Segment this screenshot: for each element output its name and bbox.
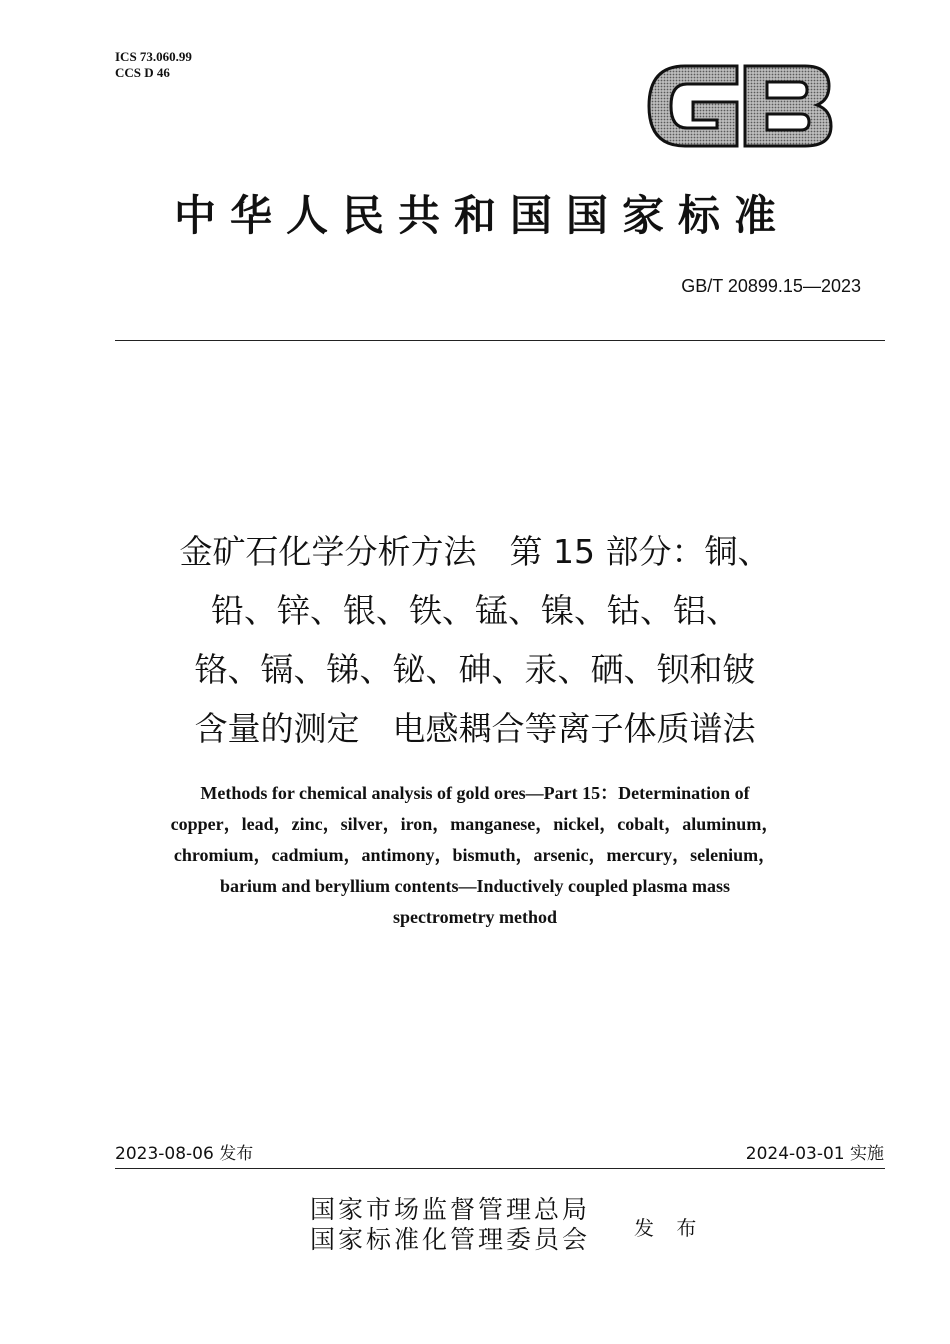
english-title-line: copper，lead，zinc，silver，iron，manganese，nickel，cobalt，aluminum， [170,814,780,834]
ics-code: ICS 73.060.99 [115,49,192,64]
gb-logo [645,58,835,154]
english-title-line: barium and beryllium contents—Inductively coupled plasma mass [219,876,731,896]
chinese-title-line: 铬、镉、锑、铋、砷、汞、硒、钡和铍 [194,650,756,689]
gb-logo-text: GB [739,108,741,109]
chinese-title [0,522,950,758]
publish-label: 发 布 [634,1216,705,1240]
issuer-samr: 国家市场监督管理总局 [310,1195,591,1224]
chinese-title-line: 铅、锌、银、铁、锰、镍、钴、铝、 [211,591,739,630]
footer-divider [115,1168,885,1169]
english-title-line: chromium，cadmium，antimony，bismuth，arsenic，mercury，selenium， [173,845,777,865]
english-title-line: Methods for chemical analysis of gold ores—Part 15：Determination of [200,783,750,803]
chinese-title-line: 金矿石化学分析方法 第 15 部分：铜、 [179,532,771,571]
ccs-code: CCS D 46 [115,65,170,80]
standard-number: GB/T 20899.15—2023 [681,276,861,296]
issuer-sac: 国家标准化管理委员会 [310,1225,591,1254]
national-standard-title: 中华人民共和国国家标准 [173,191,790,240]
english-title [0,778,950,933]
issue-date: 2023-08-06 发布 [115,1144,254,1164]
english-title-line: spectrometry method [392,907,558,927]
classification-codes [115,49,192,81]
chinese-title-line: 含量的测定 电感耦合等离子体质谱法 [194,709,756,748]
gb-logo-mark [649,66,831,146]
header-divider [115,340,885,341]
issuing-authorities [310,1195,590,1255]
implementation-date: 2024-03-01 实施 [745,1144,884,1164]
